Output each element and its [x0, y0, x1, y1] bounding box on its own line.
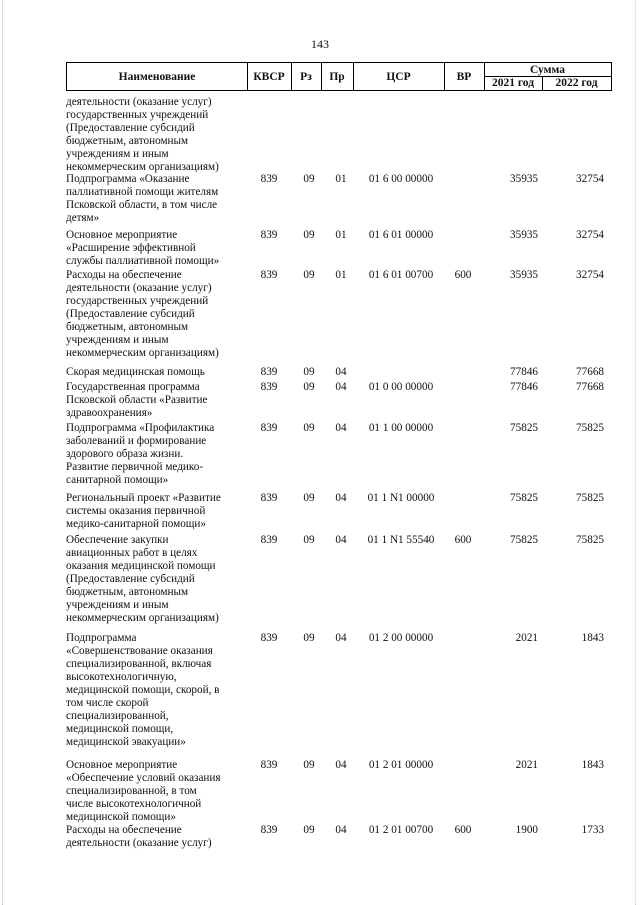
- row-rz: 09: [303, 269, 315, 281]
- row-rz: 09: [303, 492, 315, 504]
- row-pr: 04: [335, 366, 347, 378]
- row-csr: 01 1 N1 00000: [367, 492, 435, 504]
- row-kvsr: 839: [260, 632, 278, 644]
- row-pr: 04: [335, 632, 347, 644]
- scan-edge-right: [635, 0, 636, 905]
- row-sum-2021: 75825: [510, 492, 538, 504]
- row-pr: 04: [335, 824, 347, 836]
- row-sum-2022: 32754: [576, 229, 604, 241]
- row-kvsr: 839: [260, 269, 278, 281]
- row-rz: 09: [303, 632, 315, 644]
- row-csr: 01 6 01 00000: [368, 229, 434, 241]
- header-summa: Сумма: [530, 63, 565, 76]
- row-csr: 01 6 00 00000: [368, 173, 434, 185]
- row-rz: 09: [303, 824, 315, 836]
- row-sum-2022: 75825: [576, 492, 604, 504]
- row-rz: 09: [303, 422, 315, 434]
- row-rz: 09: [303, 229, 315, 241]
- row-kvsr: 839: [260, 759, 278, 771]
- row-name: Региональный проект «Развитие системы оказания первичной медико-санитарной помощи»: [66, 492, 221, 530]
- row-csr: 01 1 00 00000: [368, 422, 434, 434]
- row-vr: 600: [454, 534, 472, 546]
- row-rz: 09: [303, 173, 315, 185]
- row-rz: 09: [303, 381, 315, 393]
- row-vr: 600: [454, 269, 472, 281]
- row-pr: 01: [335, 269, 347, 281]
- row-sum-2021: 75825: [510, 534, 538, 546]
- header-pr: Пр: [329, 70, 345, 83]
- row-sum-2022: 1843: [581, 759, 604, 771]
- row-pr: 04: [335, 422, 347, 434]
- row-pr: 04: [335, 492, 347, 504]
- header-vr: ВР: [456, 70, 472, 83]
- row-name: Основное мероприятие «Расширение эффективной службы паллиативной помощи»: [66, 229, 220, 267]
- row-rz: 09: [303, 366, 315, 378]
- row-sum-2021: 75825: [510, 422, 538, 434]
- row-csr: 01 2 00 00000: [368, 632, 434, 644]
- table-header: [66, 62, 612, 91]
- scan-edge-left: [2, 0, 3, 905]
- row-pr: 01: [335, 229, 347, 241]
- row-sum-2022: 77668: [576, 366, 604, 378]
- header-csr: ЦСР: [386, 70, 411, 83]
- row-pr: 04: [335, 534, 347, 546]
- row-name: Государственная программа Псковской области «Развитие здравоохранения»: [66, 381, 208, 419]
- row-sum-2022: 1733: [581, 824, 604, 836]
- row-name: Подпрограмма «Оказание паллиативной помощи жителям Псковской области, в том числе детям»: [66, 173, 219, 224]
- row-kvsr: 839: [260, 366, 278, 378]
- row-name: Подпрограмма «Профилактика заболеваний и формирование здорового образа жизни. Развитие первичной медико- санитарной помощи»: [66, 422, 215, 486]
- row-rz: 09: [303, 534, 315, 546]
- row-name: Расходы на обеспечение деятельности (оказание услуг): [66, 824, 212, 849]
- row-sum-2022: 75825: [576, 534, 604, 546]
- row-sum-2021: 35935: [510, 269, 538, 281]
- row-vr: 600: [454, 824, 472, 836]
- row-sum-2022: 32754: [576, 269, 604, 281]
- header-2022: 2022 год: [555, 77, 598, 89]
- row-sum-2021: 2021: [515, 632, 538, 644]
- row-csr: 01 6 01 00700: [368, 269, 434, 281]
- row-sum-2021: 1900: [515, 824, 538, 836]
- header-rz: Рз: [300, 70, 312, 83]
- page-number: 143: [311, 37, 329, 51]
- row-pr: 04: [335, 381, 347, 393]
- row-sum-2021: 77846: [510, 366, 538, 378]
- row-name: Подпрограмма «Совершенствование оказания специализированной, включая высокотехнологичную, медицинской помощи, скорой, в том числе скорой специализированной, медицинской помощи, медицинской эвакуации»: [66, 632, 220, 748]
- row-kvsr: 839: [260, 824, 278, 836]
- row-kvsr: 839: [260, 492, 278, 504]
- row-rz: 09: [303, 759, 315, 771]
- row-sum-2022: 75825: [576, 422, 604, 434]
- row-sum-2021: 35935: [510, 173, 538, 185]
- header-name: Наименование: [118, 70, 196, 83]
- row-sum-2021: 35935: [510, 229, 538, 241]
- row-sum-2021: 2021: [515, 759, 538, 771]
- row-sum-2022: 77668: [576, 381, 604, 393]
- row-sum-2021: 77846: [510, 381, 538, 393]
- row-name: деятельности (оказание услуг) государственных учреждений (Предоставление субсидий бюджетным, автономным учреждениям и иным некоммерческим организациям): [66, 96, 219, 173]
- row-name: Расходы на обеспечение деятельности (оказание услуг) государственных учреждений (Предоставление субсидий бюджетным, автономным учреждениям и иным некоммерческим организациям): [66, 269, 219, 359]
- row-name: Основное мероприятие «Обеспечение условий оказания специализированной, в том числе высокотехнологичной медицинской помощи»: [66, 759, 221, 823]
- row-kvsr: 839: [260, 229, 278, 241]
- header-kvsr: КВСР: [253, 70, 285, 83]
- row-name: Скорая медицинская помощь: [66, 366, 205, 378]
- row-kvsr: 839: [260, 422, 278, 434]
- row-csr: 01 2 01 00700: [368, 824, 434, 836]
- row-kvsr: 839: [260, 381, 278, 393]
- row-csr: 01 2 01 00000: [368, 759, 434, 771]
- row-sum-2022: 32754: [576, 173, 604, 185]
- row-csr: 01 0 00 00000: [368, 381, 434, 393]
- row-pr: 01: [335, 173, 347, 185]
- row-pr: 04: [335, 759, 347, 771]
- header-2021: 2021 год: [491, 77, 535, 89]
- row-name: Обеспечение закупки авиационных работ в целях оказания медицинской помощи (Предоставление субсидий бюджетным, автономным учреждениям и иным некоммерческим организациям): [66, 534, 219, 624]
- row-csr: 01 1 N1 55540: [367, 534, 435, 546]
- row-kvsr: 839: [260, 534, 278, 546]
- row-sum-2022: 1843: [581, 632, 604, 644]
- row-kvsr: 839: [260, 173, 278, 185]
